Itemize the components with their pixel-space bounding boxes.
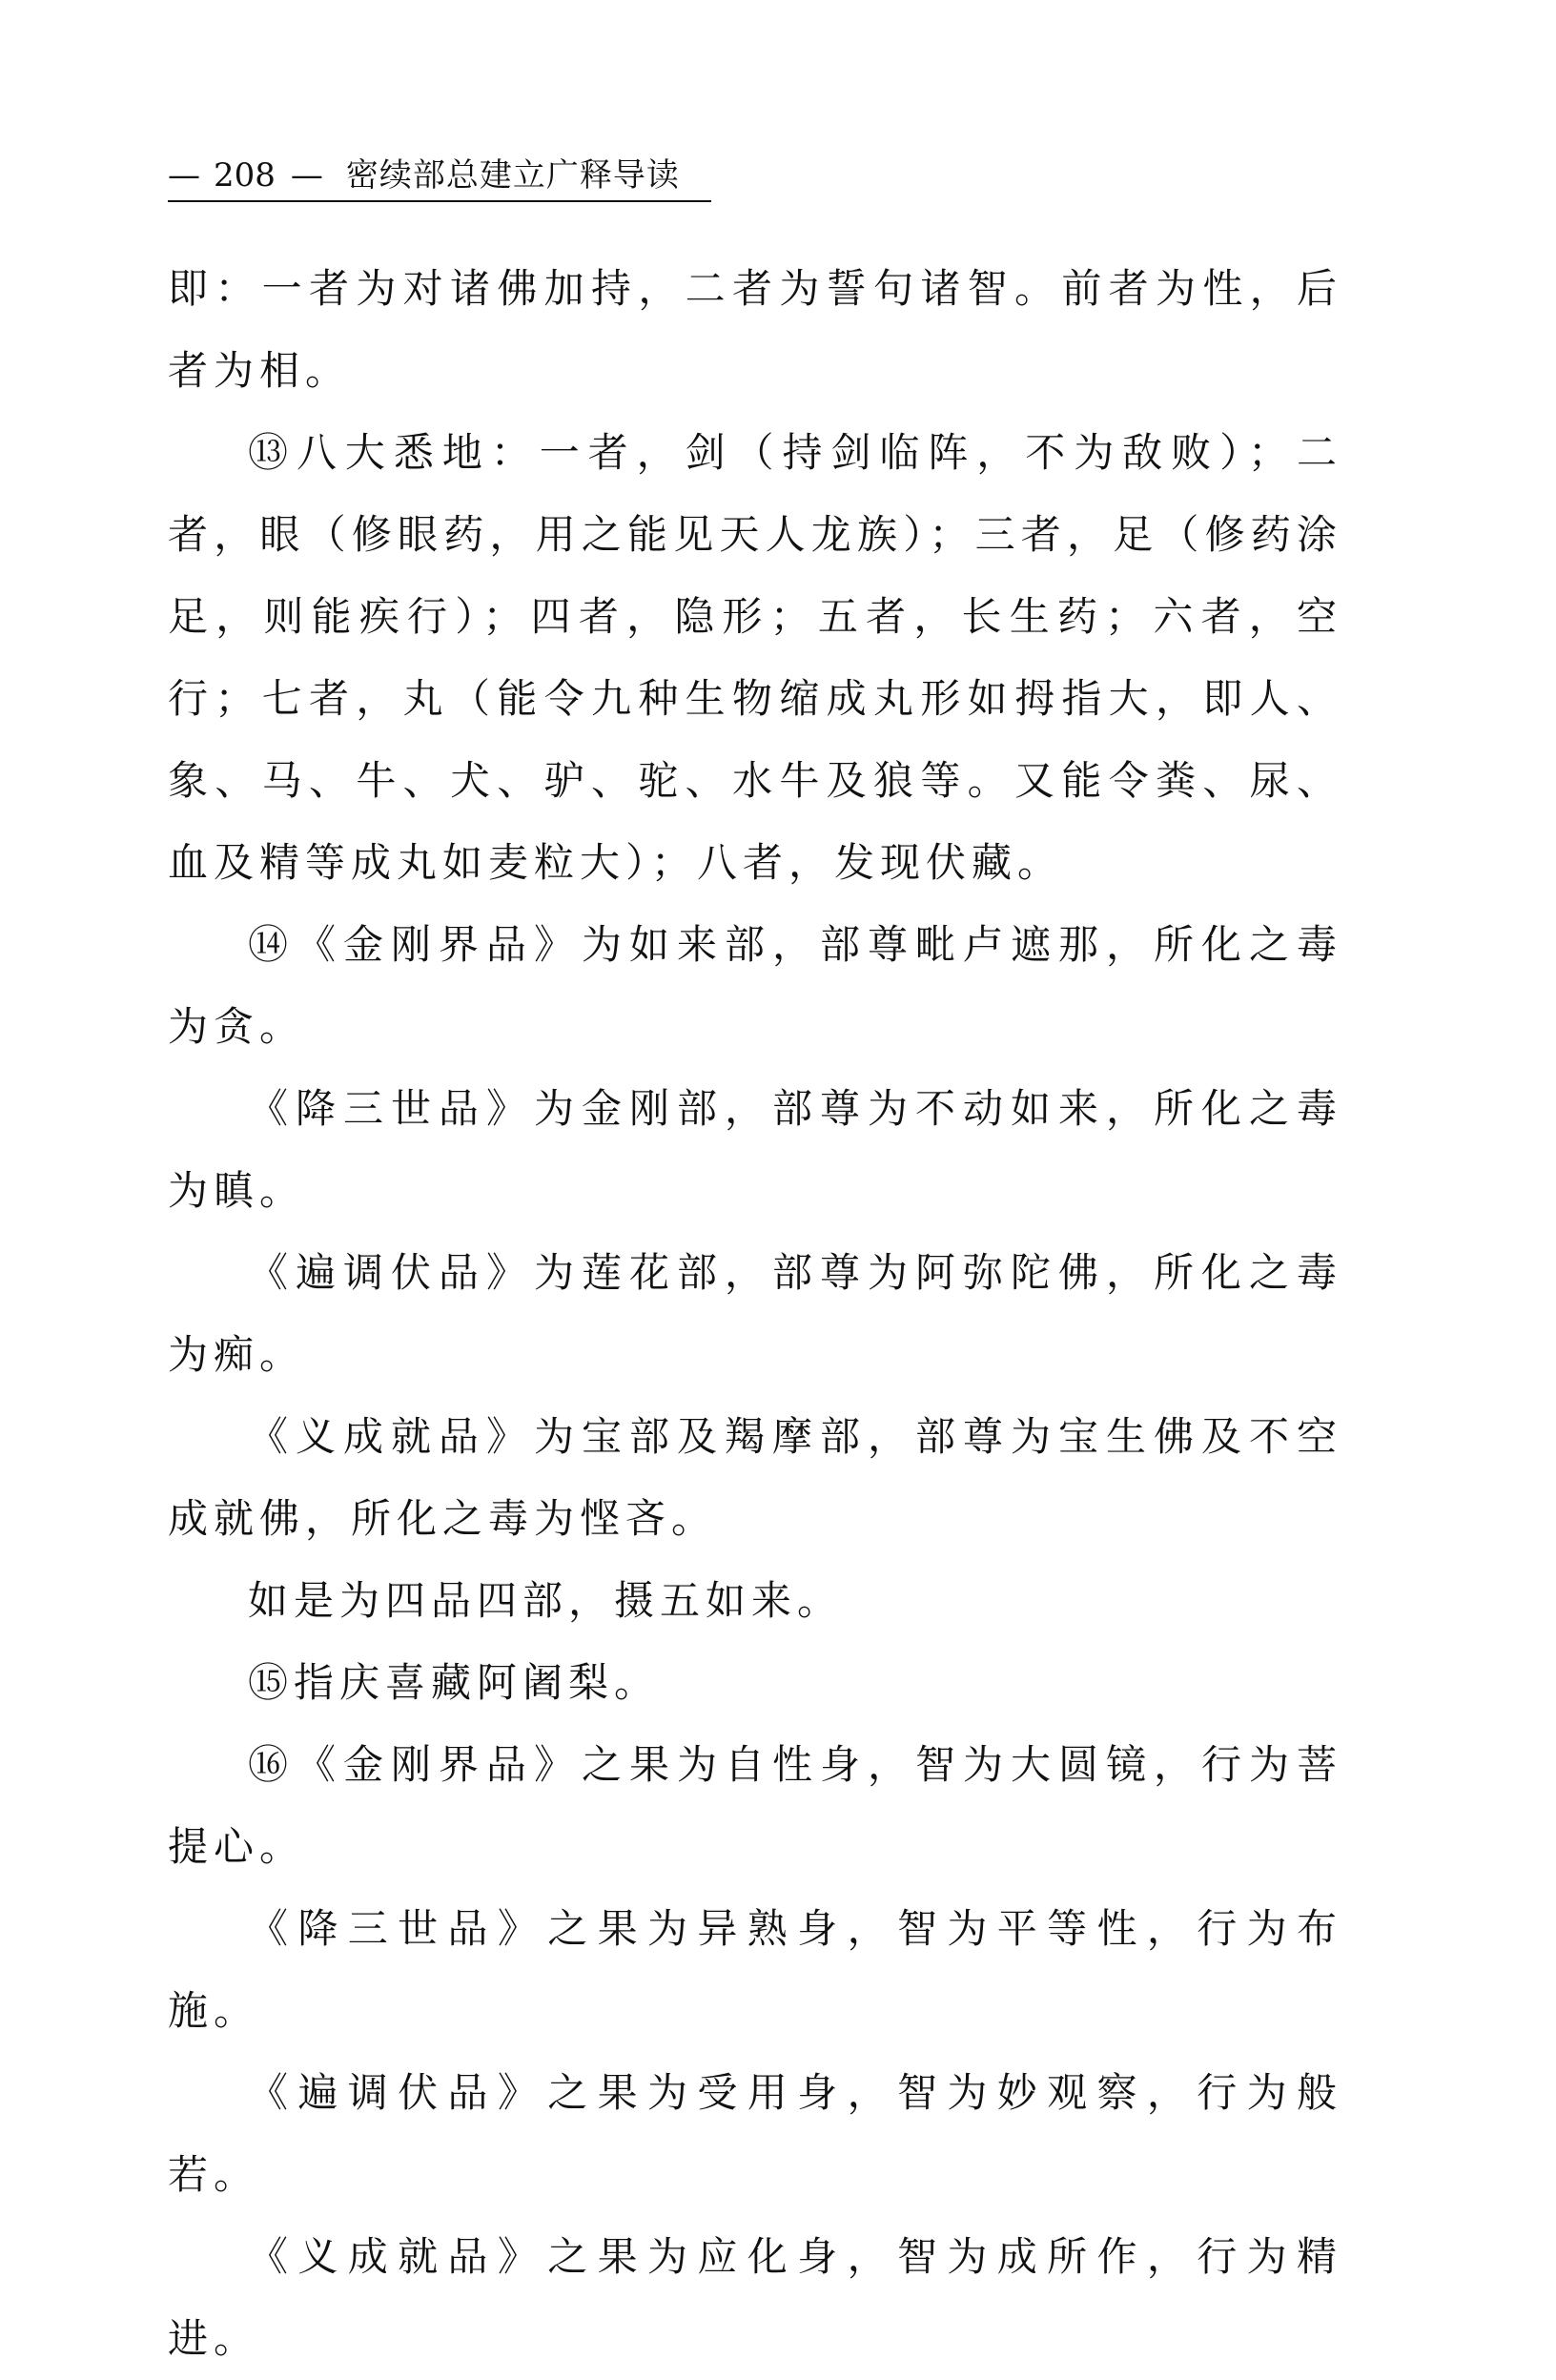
paragraph: 《降三世品》为金刚部，部尊为不动如来，所化之毒为瞋。 bbox=[168, 1085, 1342, 1214]
paragraph: 《降三世品》之果为异熟身，智为平等性，行为布施。 bbox=[168, 1905, 1342, 2034]
paragraph: ⑭《金刚界品》为如来部，部尊毗卢遮那，所化之毒为贪。 bbox=[168, 921, 1342, 1050]
header-dash-right: — bbox=[290, 156, 323, 195]
paragraph: ⑬八大悉地：一者，剑（持剑临阵，不为敌败）；二者，眼（修眼药，用之能见天人龙族）；三者，足（修药涂足，则能疾行）；四者，隐形；五者，长生药；六者，空行；七者，丸（能令九种生物缩成丸形如拇指大，即人、象、马、牛、犬、驴、驼、水牛及狼等。又能令粪、尿、血及精等成丸如麦粒大）；八者，发现伏藏。 bbox=[168, 429, 1342, 886]
paragraph: 如是为四品四部，摄五如来。 bbox=[248, 1577, 844, 1624]
page-header bbox=[168, 154, 711, 202]
paragraph: 《义成就品》之果为应化身，智为成所作，行为精进。 bbox=[168, 2233, 1342, 2362]
paragraph: ⑯《金刚界品》之果为自性身，智为大圆镜，行为菩提心。 bbox=[168, 1741, 1342, 1870]
paragraph: 《义成就品》为宝部及羯摩部，部尊为宝生佛及不空成就佛，所化之毒为悭吝。 bbox=[168, 1413, 1342, 1542]
paragraph: 《遍调伏品》之果为受用身，智为妙观察，行为般若。 bbox=[168, 2069, 1342, 2198]
paragraph: ⑮指庆喜藏阿阇梨。 bbox=[248, 1659, 661, 1706]
page-number: 208 bbox=[214, 156, 276, 195]
paragraph: 即：一者为对诸佛加持，二者为誓句诸智。前者为性，后者为相。 bbox=[168, 265, 1342, 394]
book-title: 密续部总建立广释导读 bbox=[345, 156, 680, 195]
page-body bbox=[168, 248, 1342, 2380]
header-dash-left: — bbox=[168, 156, 200, 195]
paragraph: 《遍调伏品》为莲花部，部尊为阿弥陀佛，所化之毒为痴。 bbox=[168, 1249, 1342, 1378]
